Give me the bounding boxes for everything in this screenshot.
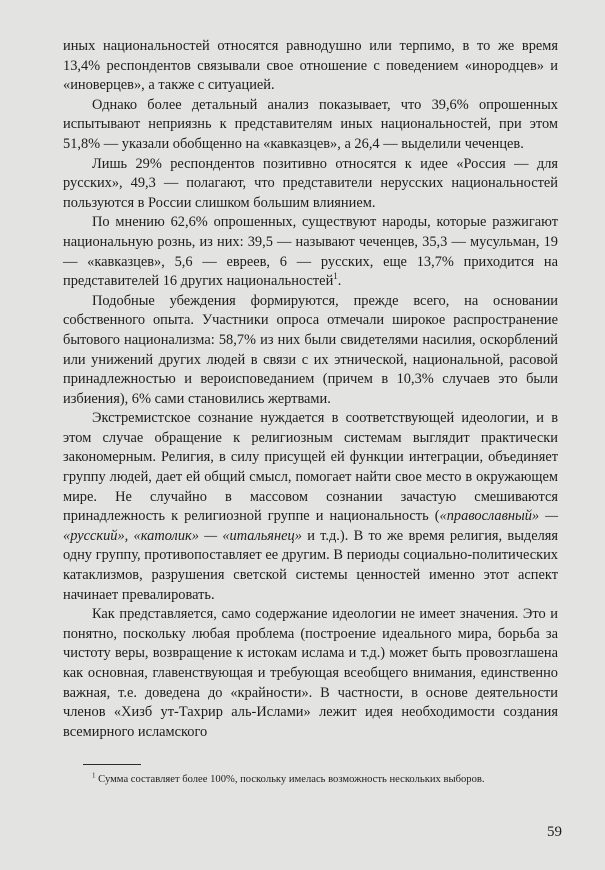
paragraph-7: Как представляется, само содержание идеологии не имеет значения. Это и понятно, поскольку любая проблема (построение идеального мира, борьба за чистоту веры, возвращение к истокам ислама и т.д.) может быть провозглашена как основная, главенствующая и требующая всеобщего внимания, единственно важная, т.е. доведена до «крайности». В частности, в основе деятельности членов «Хизб ут-Тахрир аль-Ислами» лежит идея необходимости создания всемирного исламского [63,606,558,740]
paragraph-6-rest: и т.д.). В то же время религия, выделяя одну группу, противопоставляет ее другим. В периоды социально-политических катаклизмов, разрушения светской системы ценностей именно этот аспект начинает превалировать. [63,527,559,603]
paragraph-5: Подобные убеждения формируются, прежде всего, на основании собственного опыта. Участники опроса отмечали широкое распространение бытового национализма: 58,7% из них были свидетелями насилия, оскорблений или унижений других людей в связи с их этнической, национальной, расовой принадлежностью и вероисповеданием (причем в 10,3% случаев это были избиения), 6% сами становились жертвами. [63,292,558,407]
footnote-mark: 1 [92,771,96,780]
paragraph-4-end: . [337,273,342,290]
paragraph-3: Лишь 29% респондентов позитивно относятся к идее «Россия — для русских», 49,3 — полагают, что представители нерусских национальностей пользуются в России слишком большим влиянием. [63,155,558,211]
paragraph-4 [63,213,558,291]
footnote-reference[interactable]: 1 [333,271,338,282]
paragraph-6 [63,409,558,605]
footnote-divider [83,764,141,765]
page-body [63,37,558,742]
footnote [63,773,558,787]
paragraph-4-text: По мнению 62,6% опрошенных, существуют народы, которые разжигают национальную рознь, из них: 39,5 — называют чеченцев, 35,3 — мусульман, 19 — «кавказцев», 5,6 — евреев, 6 — русских, еще 13,7% приходится на представителей 16 других национальностей [63,214,558,290]
paragraph-1: иных национальностей относятся равнодушно или терпимо, в то же время 13,4% респондентов связывали свое отношение с поведением «инородцев» и «иноверцев», а также с ситуацией. [63,38,558,94]
paragraph-6-text: Экстремистское сознание нуждается в соответствующей идеологии, и в этом случае обращение к религиозным системам выглядит практически закономерным. Религия, в силу присущей ей функции интеграции, объединяет группу людей, дает ей общий смысл, помогает найти свое место в окружающем мире. Не случайно в массовом сознании зачастую смешиваются принадлежность к религиозной группе и национальность ( [63,410,558,525]
footnote-text: Сумма составляет более 100%, поскольку имелась возможность нескольких выборов. [95,774,485,785]
paragraph-6-italic: «православный» — «русский», «католик» — «итальянец» [63,508,558,544]
paragraph-2: Однако более детальный анализ показывает, что 39,6% опрошенных испытывают неприязнь к представителям иных национальностей, при этом 51,8% — указали обобщенно на «кавказцев», а 26,4 — выделили чеченцев. [63,96,558,152]
page-number: 59 [547,824,562,840]
